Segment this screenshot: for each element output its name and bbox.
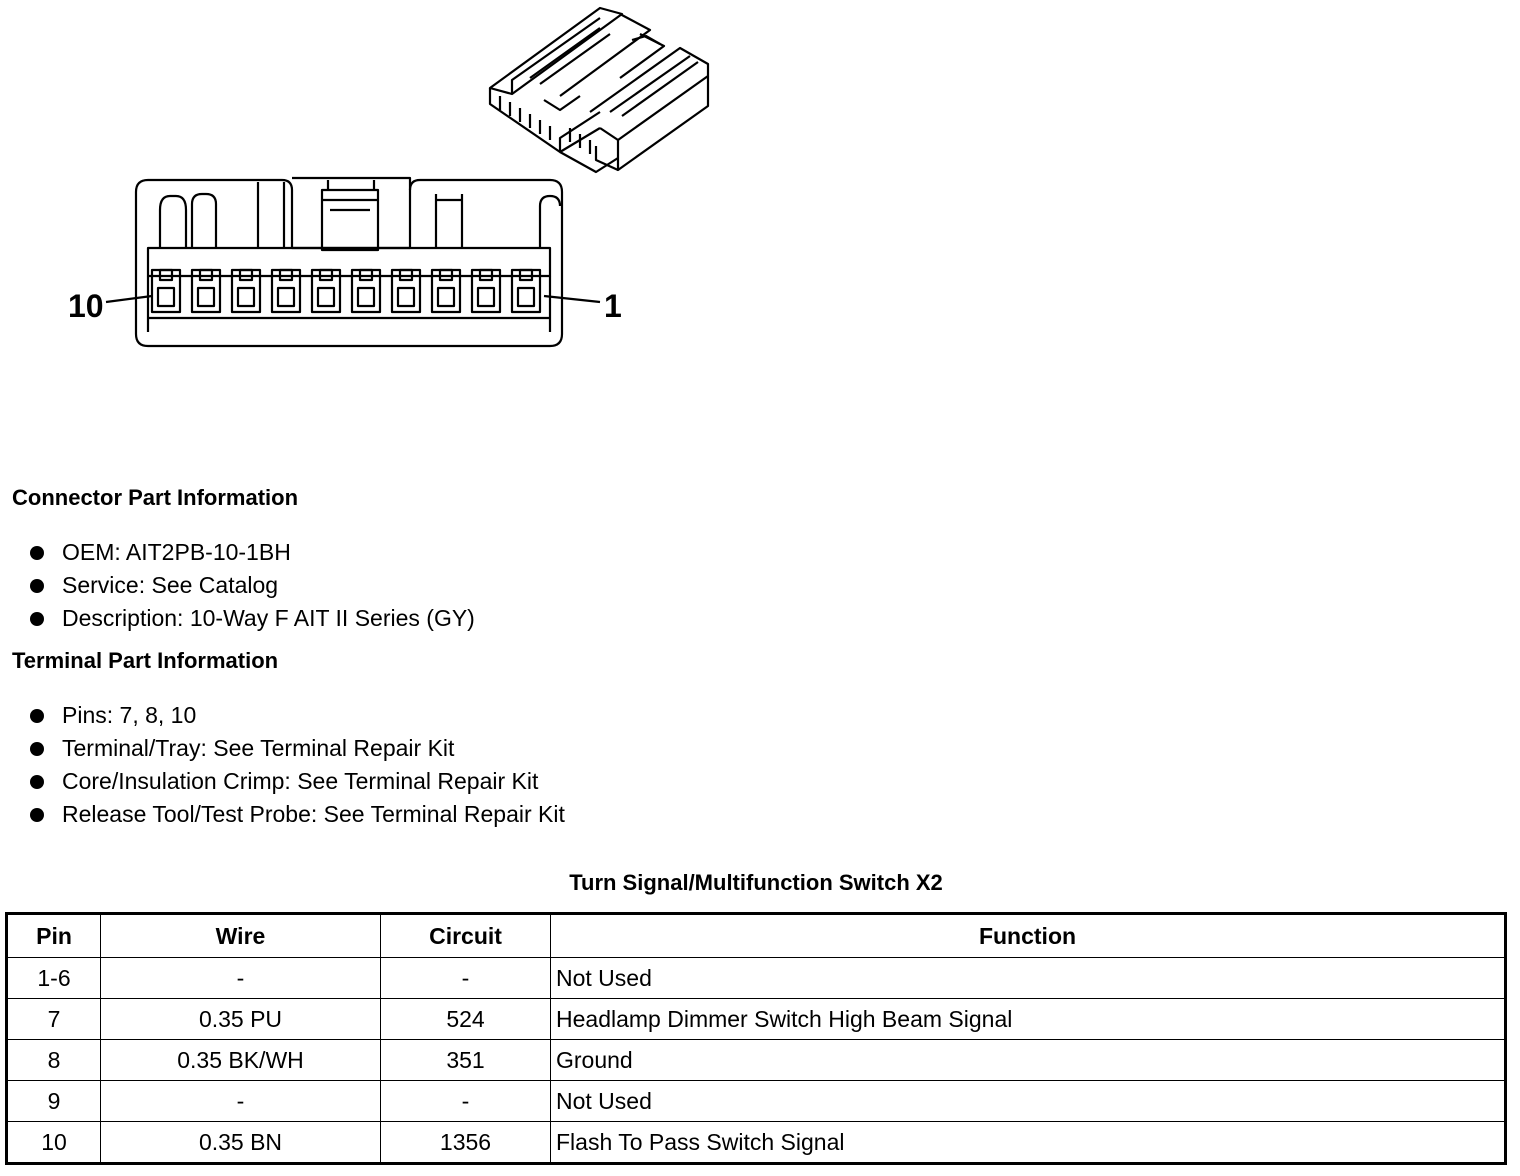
cell-pin: 8 [7,1040,101,1081]
pin-label-right: 1 [604,288,622,324]
column-header-function: Function [551,914,1506,958]
cell-wire: - [101,958,381,999]
table-row [7,958,1506,999]
connector-diagram [0,0,760,420]
cell-circuit: 524 [381,999,551,1040]
cell-circuit: - [381,958,551,999]
pin-label-left: 10 [68,288,104,324]
cell-function: Ground [551,1040,1506,1081]
cell-wire: 0.35 BK/WH [101,1040,381,1081]
table-row [7,999,1506,1040]
connector-illustration [0,0,760,420]
table-title: Turn Signal/Multifunction Switch X2 [569,870,943,895]
table-row [7,1081,1506,1122]
list-item: Release Tool/Test Probe: See Terminal Repair Kit [28,798,565,831]
column-header-pin: Pin [7,914,101,958]
list-item: Terminal/Tray: See Terminal Repair Kit [28,732,565,765]
terminal-info-title: Terminal Part Information [12,648,279,673]
front-view-housing [136,178,562,346]
cell-pin: 7 [7,999,101,1040]
column-header-circuit: Circuit [381,914,551,958]
list-item: OEM: AIT2PB-10-1BH [28,536,475,569]
pinout-table [5,912,1507,1165]
cell-function: Not Used [551,958,1506,999]
list-item: Description: 10-Way F AIT II Series (GY) [28,602,475,635]
cell-pin: 9 [7,1081,101,1122]
list-item: Pins: 7, 8, 10 [28,699,565,732]
table-header-row [7,914,1506,958]
cell-wire: 0.35 BN [101,1122,381,1164]
cell-pin: 1-6 [7,958,101,999]
cell-function: Flash To Pass Switch Signal [551,1122,1506,1164]
cell-function: Not Used [551,1081,1506,1122]
leader-line-right [544,296,600,302]
table-row [7,1040,1506,1081]
connector-info-title: Connector Part Information [12,485,299,510]
cell-pin: 10 [7,1122,101,1164]
terminal-info-list [28,699,565,831]
cell-circuit: 351 [381,1040,551,1081]
cell-function: Headlamp Dimmer Switch High Beam Signal [551,999,1506,1040]
cell-wire: - [101,1081,381,1122]
cell-circuit: 1356 [381,1122,551,1164]
table-row [7,1122,1506,1164]
connector-info-list [28,536,475,635]
list-item: Core/Insulation Crimp: See Terminal Repair Kit [28,765,565,798]
column-header-wire: Wire [101,914,381,958]
leader-line-left [106,296,152,302]
cell-circuit: - [381,1081,551,1122]
cell-wire: 0.35 PU [101,999,381,1040]
isometric-connector-view [490,8,708,172]
list-item: Service: See Catalog [28,569,475,602]
